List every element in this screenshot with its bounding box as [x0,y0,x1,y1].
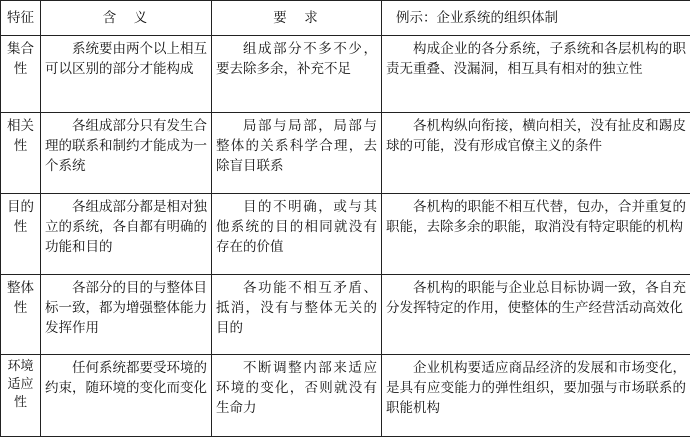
feature-cell: 集合性 [1,36,41,113]
requirement-cell: 各功能不相互矛盾、抵消，没有与整体无关的目的 [212,274,382,354]
example-cell: 各机构的职能与企业总目标协调一致，各自充分发挥特定的作用，使整体的生产经营活动高效化 [382,274,690,354]
table-row [1,112,690,194]
header-meaning: 含 义 [41,1,212,36]
feature-cell: 目的性 [1,194,41,274]
example-cell: 各机构纵向衔接，横向相关，没有扯皮和踢皮球的可能，没有形成官僚主义的条件 [382,112,690,194]
example-cell: 各机构的职能不相互代替，包办，合并重复的职能，去除多余的职能，取消没有特定职能的机构 [382,194,690,274]
requirement-cell: 组成部分不多不少，要去除多余，补充不足 [212,36,382,113]
meaning-cell: 系统要由两个以上相互可以区别的部分才能构成 [41,36,212,113]
header-example: 例示：企业系统的组织体制 [382,1,690,36]
example-cell: 构成企业的各分系统，子系统和各层机构的职责无重叠、没漏洞，相互具有相对的独立性 [382,36,690,113]
meaning-cell: 各组成部分都是相对独立的系统，各自都有明确的功能和目的 [41,194,212,274]
table-row [1,36,690,113]
feature-cell: 环境适应性 [1,355,41,437]
meaning-cell: 任何系统都要受环境的约束，随环境的变化而变化 [41,355,212,437]
requirement-cell: 目的不明确，或与其他系统的目的相同就没有存在的价值 [212,194,382,274]
header-feature: 特征 [1,1,41,36]
table-row [1,274,690,354]
table-row [1,194,690,274]
requirement-cell: 局部与局部，局部与整体的关系科学合理，去除盲目联系 [212,112,382,194]
meaning-cell: 各部分的目的与整体目标一致，都为增强整体能力发挥作用 [41,274,212,354]
feature-cell: 整体性 [1,274,41,354]
example-cell: 企业机构要适应商品经济的发展和市场变化，是具有应变能力的弹性组织，要加强与市场联系的职能机构 [382,355,690,437]
table-row [1,355,690,437]
requirement-cell: 不断调整内部来适应环境的变化，否则就没有生命力 [212,355,382,437]
feature-cell: 相关性 [1,112,41,194]
header-requirement: 要 求 [212,1,382,36]
meaning-cell: 各组成部分只有发生合理的联系和制约才能成为一个系统 [41,112,212,194]
header-row [1,1,690,36]
